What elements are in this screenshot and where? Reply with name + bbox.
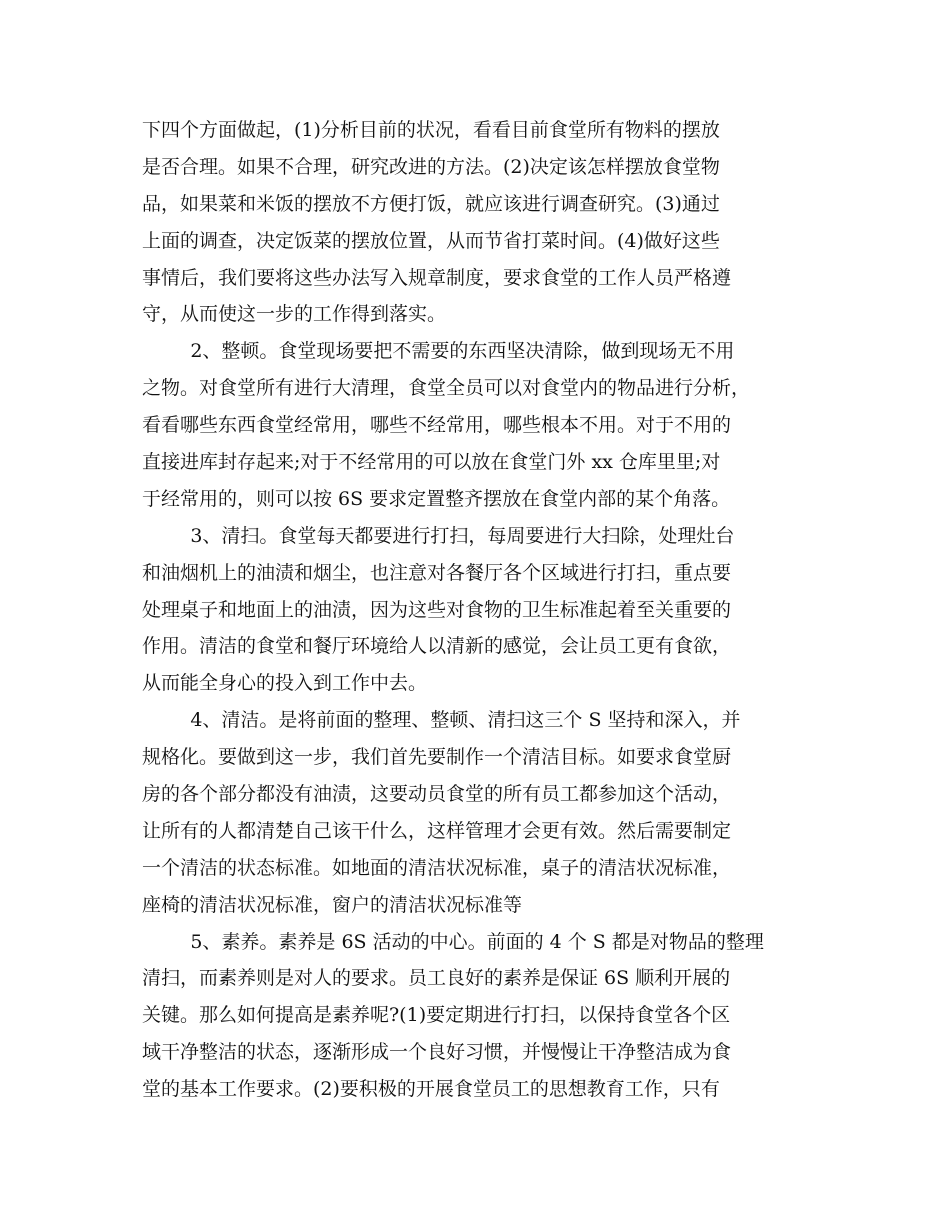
text-line: 处理桌子和地面上的油渍，因为这些对食物的卫生标准起着至关重要的 [142, 598, 732, 621]
text-line: 清扫，而素养则是对人的要求。员工良好的素养是保证 6S 顺利开展的 [142, 967, 731, 990]
text-line: 作用。清洁的食堂和餐厅环境给人以清新的感觉，会让员工更有食欲， [142, 635, 732, 658]
text-line: 上面的调查，决定饭菜的摆放位置，从而节省打菜时间。(4)做好这些 [142, 229, 720, 252]
text-line: 事情后，我们要将这些办法写入规章制度，要求食堂的工作人员严格遵 [142, 266, 732, 289]
text-line: 5、素养。素养是 6S 活动的中心。前面的 4 个 S 都是对物品的整理 [142, 930, 764, 953]
text-line: 2、整顿。食堂现场要把不需要的东西坚决清除，做到现场无不用 [142, 340, 735, 363]
text-line: 规格化。要做到这一步，我们首先要制作一个清洁目标。如要求食堂厨 [142, 746, 732, 769]
text-line: 于经常用的，则可以按 6S 要求定置整齐摆放在食堂内部的某个角落。 [142, 487, 731, 510]
text-line: 是否合理。如果不合理，研究改进的方法。(2)决定该怎样摆放食堂物 [142, 155, 720, 178]
text-line: 看看哪些东西食堂经常用，哪些不经常用，哪些根本不用。对于不用的 [142, 414, 732, 437]
text-line: 直接进库封存起来;对于不经常用的可以放在食堂门外 xx 仓库里里;对 [142, 451, 721, 474]
body-text [142, 112, 822, 1108]
text-line: 堂的基本工作要求。(2)要积极的开展食堂员工的思想教育工作，只有 [142, 1078, 720, 1101]
text-line: 和油烟机上的油渍和烟尘，也注意对各餐厅各个区域进行打扫，重点要 [142, 561, 732, 584]
text-line: 房的各个部分都没有油渍，这要动员食堂的所有员工都参加这个活动， [142, 783, 732, 806]
text-line: 4、清洁。是将前面的整理、整顿、清扫这三个 S 坚持和深入，并 [142, 709, 741, 732]
text-line: 3、清扫。食堂每天都要进行打扫，每周要进行大扫除，处理灶台 [142, 524, 735, 547]
text-line: 品，如果菜和米饭的摆放不方便打饭，就应该进行调查研究。(3)通过 [142, 192, 720, 215]
text-line: 守，从而使这一步的工作得到落实。 [142, 303, 447, 326]
text-line: 座椅的清洁状况标准，窗户的清洁状况标准等 [142, 893, 523, 916]
text-line: 之物。对食堂所有进行大清理，食堂全员可以对食堂内的物品进行分析， [142, 377, 751, 400]
text-line: 从而能全身心的投入到工作中去。 [142, 672, 428, 695]
text-line: 下四个方面做起，(1)分析目前的状况，看看目前食堂所有物料的摆放 [142, 119, 720, 141]
text-line: 关键。那么如何提高是素养呢?(1)要定期进行打扫，以保持食堂各个区 [142, 1004, 731, 1027]
text-line: 域干净整洁的状态，逐渐形成一个良好习惯，并慢慢让干净整洁成为食 [142, 1041, 732, 1064]
text-line: 让所有的人都清楚自己该干什么，这样管理才会更有效。然后需要制定 [142, 819, 732, 842]
text-line: 一个清洁的状态标准。如地面的清洁状况标准，桌子的清洁状况标准， [142, 856, 732, 879]
